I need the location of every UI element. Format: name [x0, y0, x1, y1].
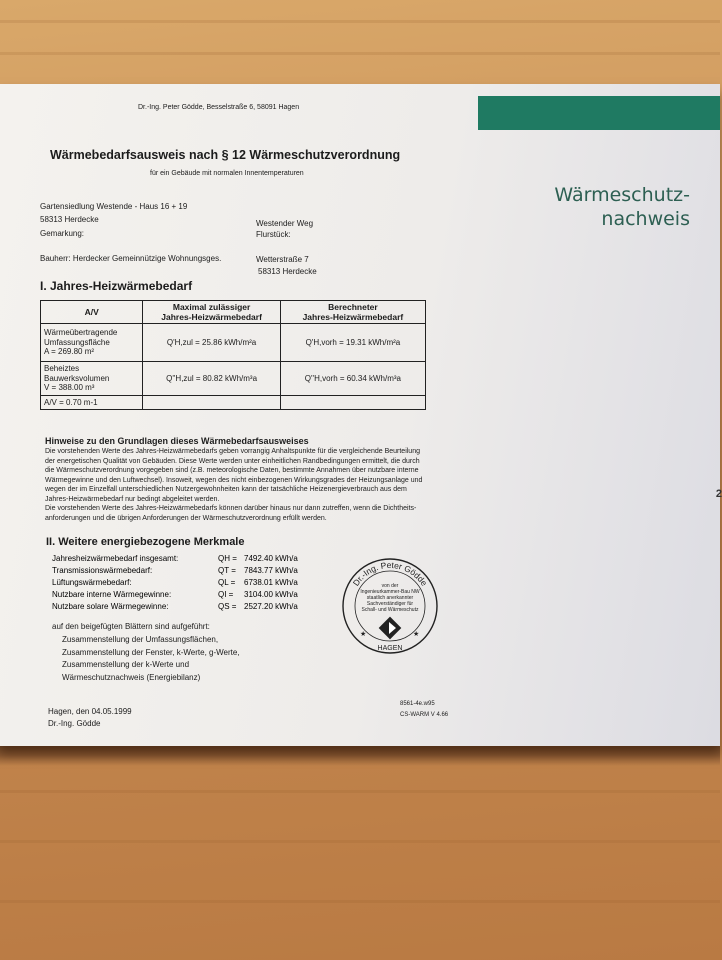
row-label-line: A = 269.80 m²: [44, 347, 95, 357]
hinweise-line: Jahres-Heizwärmebedarf nur bedingt abgeleitet werden.: [45, 495, 220, 503]
merkmal-row: [52, 578, 372, 587]
table-cell-calc: Q'H,vorh = 19.31 kWh/m²a: [280, 324, 425, 362]
attachments-list: [62, 634, 240, 684]
hinweise-text: [45, 447, 422, 523]
stamp-line: Sachverständiger für: [366, 601, 414, 607]
hinweise-title: Hinweise zu den Grundlagen dieses Wärmebedarfsausweises: [45, 436, 309, 446]
attachment-item: Zusammenstellung der k-Werte und: [62, 660, 190, 669]
merkmal-label: Jahresheizwärmebedarf insgesamt:: [52, 554, 179, 563]
table-cell-calc: Q''H,vorh = 60.34 kWh/m³a: [280, 362, 425, 396]
merkmal-row: [52, 566, 372, 575]
table-cell-max: Q''H,zul = 80.82 kWh/m³a: [143, 362, 280, 396]
hinweise-line: die Wärmeschutzverordnung vorgegeben sind (z.B. meteorologische Daten, bestimmte Annahmen über nutzbare interne: [45, 467, 419, 474]
heizwaermebedarf-table: [40, 300, 426, 410]
hinweise-line: Die vorstehenden Werte des Jahres-Heizwärmebedarfs geben vorrangig Anhaltspunkte für die vergleichende Beurteilung: [45, 448, 420, 455]
signature: Dr.-Ing. Gödde: [48, 719, 101, 728]
attachments-intro: auf den beigefügten Blättern sind aufgeführt:: [52, 622, 210, 631]
header-calc: Berechneter Jahres-Heizwärmebedarf: [280, 301, 425, 324]
svg-text:★: ★: [360, 630, 367, 638]
merkmal-value: 3104.00 kWh/a: [244, 590, 298, 599]
row-label-line: V = 388.00 m³: [44, 383, 95, 393]
merkmal-symbol: QT =: [218, 566, 236, 575]
hinweise-line: der energetischen Qualität von Gebäuden. Diese Werte werden unter einheitlichen Randbedingungen ermittelt, die durch: [45, 457, 420, 465]
merkmal-value: 7492.40 kWh/a: [244, 554, 298, 563]
header-av: A/V: [41, 301, 143, 324]
stamp-line: Ingenieurkammer-Bau NW: [360, 589, 420, 595]
section-1-title: I. Jahres-Heizwärmebedarf: [40, 279, 193, 293]
project-street: Westender Weg: [256, 219, 314, 228]
bauherr-city: 58313 Herdecke: [258, 267, 317, 276]
document-code: 8561-4e.w95: [400, 701, 435, 707]
merkmal-value: 6738.01 kWh/a: [244, 578, 298, 587]
table-row: [41, 362, 426, 396]
letterhead: Dr.-Ing. Peter Gödde, Besselstraße 6, 58091 Hagen: [138, 104, 300, 111]
stamp-line: Schall- und Wärmeschutz: [361, 607, 419, 613]
table-header-row: [41, 301, 426, 324]
brand-green-bar: [478, 96, 720, 130]
document-subtitle: für ein Gebäude mit normalen Innentemperaturen: [150, 170, 304, 177]
hinweise-line: Wärmegewinne und den Luftwechsel). Insoweit, wegen des nicht einbezogenen Wirkungsgrades der Heizungsanlage und: [45, 476, 423, 484]
page-side-number: 2: [715, 488, 722, 500]
table-cell-av: A/V = 0.70 m-1: [41, 396, 143, 410]
brand-line-2: nachweis: [601, 208, 690, 230]
hinweise-line: wegen der im Einzelfall unterschiedlichen Nutzergewohnheiten kann der tatsächliche Heizenergieverbrauch aus dem: [45, 486, 407, 493]
software-version: CS-WARM V 4.66: [400, 712, 449, 718]
official-stamp: [340, 556, 440, 656]
bauherr-street: Wetterstraße 7: [256, 255, 309, 264]
stamp-top-text: Dr.-Ing. Peter Gödde: [350, 559, 430, 588]
merkmal-symbol: QL =: [218, 578, 236, 587]
project-city: 58313 Herdecke: [40, 215, 99, 224]
header-max: Maximal zulässiger Jahres-Heizwärmebedarf: [143, 301, 280, 324]
merkmal-symbol: QI =: [218, 590, 234, 599]
merkmal-value: 7843.77 kWh/a: [244, 566, 298, 575]
hinweise-line: Die vorstehenden Werte des Jahres-Heizwärmebedarfs können darüber hinaus nur dann zutreffen, wenn die Dichtheits-: [45, 505, 417, 512]
hinweise-line: anforderungen und die übrigen Anforderungen der Wärmeschutzverordnung erfüllt werden.: [45, 514, 327, 522]
section-2-title: II. Weitere energiebezogene Merkmale: [46, 536, 245, 548]
gemarkung-label: Gemarkung:: [40, 229, 85, 238]
attachment-item: Wärmeschutznachweis (Energiebilanz): [62, 672, 201, 682]
table-cell-max: [143, 396, 280, 410]
row-label-line: Wärmeübertragende: [44, 328, 118, 338]
merkmal-symbol: QH =: [218, 554, 237, 563]
project-name: Gartensiedlung Westende - Haus 16 + 19: [40, 202, 188, 211]
merkmal-value: 2527.20 kWh/a: [244, 602, 298, 611]
brand-line-1: Wärmeschutz-: [554, 184, 690, 206]
row-label-line: Umfassungsfläche: [44, 337, 110, 347]
merkmal-symbol: QS =: [218, 602, 237, 611]
stamp-bottom-text: HAGEN: [377, 645, 403, 652]
merkmal-label: Transmissionswärmebedarf:: [52, 566, 153, 575]
merkmal-row: [52, 590, 372, 599]
table-row: [41, 324, 426, 362]
attachment-item: Zusammenstellung der Umfassungsflächen,: [62, 635, 219, 644]
table-cell-calc: [280, 396, 425, 410]
document-title: Wärmebedarfsausweis nach § 12 Wärmeschutzverordnung: [50, 148, 401, 162]
row-label-line: Beheiztes: [44, 364, 80, 374]
merkmal-label: Nutzbare interne Wärmegewinne:: [52, 590, 172, 599]
stamp-line: staatlich anerkannter: [366, 595, 414, 601]
place-date: Hagen, den 04.05.1999: [48, 707, 132, 716]
merkmal-row: [52, 554, 372, 563]
attachment-item: Zusammenstellung der Fenster, k-Werte, g-Werte,: [62, 647, 240, 657]
bauherr: Bauherr: Herdecker Gemeinnützige Wohnungsges.: [40, 254, 222, 263]
merkmal-row: [52, 602, 372, 611]
merkmal-label: Lüftungswärmebedarf:: [52, 578, 132, 587]
table-row: [41, 396, 426, 410]
merkmal-label: Nutzbare solare Wärmegewinne:: [52, 602, 169, 611]
stamp-line: von der: [381, 583, 399, 589]
flurstueck-label: Flurstück:: [256, 230, 291, 239]
svg-text:★: ★: [413, 630, 420, 638]
table-cell-max: Q'H,zul = 25.86 kWh/m²a: [143, 324, 280, 362]
row-label-line: Bauwerksvolumen: [44, 373, 110, 383]
